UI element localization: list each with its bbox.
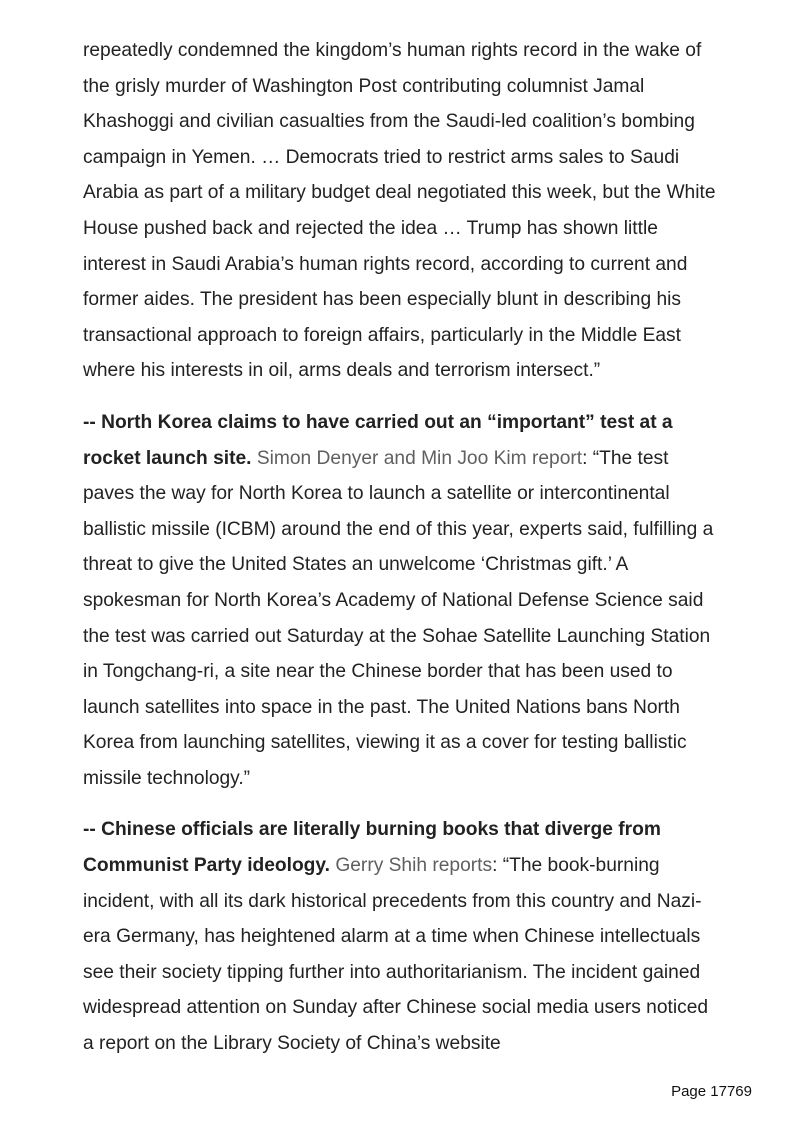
- paragraph-saudi-arabia: [83, 33, 723, 389]
- paragraph-china-book-burning: [83, 812, 723, 1061]
- paragraph-text: repeatedly condemned the kingdom’s human rights record in the wake of the grisly murder of Washington Post contributing columnist Jamal Khashoggi and civilian casualties from the Saudi-led coalition’s bombing campaign in Yemen. … Democrats tried to restrict arms sales to Saudi Arabia as part of a military budget deal negotiated this week, but the White House pushed back and rejected the idea … Trump has shown little interest in Saudi Arabia’s human rights record, according to current and former aides. The president has been especially blunt in describing his transactional approach to foreign affairs, particularly in the Middle East where his interests in oil, arms deals and terrorism intersect.”: [83, 40, 716, 382]
- page-number: Page 17769: [671, 1083, 752, 1100]
- paragraph-lead: -- North Korea claims to have carried out an “important” test at a rocket launch site.: [83, 411, 673, 469]
- source-link[interactable]: Gerry Shih reports: [335, 855, 493, 877]
- paragraph-text: : “The book-burning incident, with all its dark historical precedents from this country and Nazi-era Germany, has heightened alarm at a time when Chinese intellectuals see their society tipping further into authoritarianism. The incident gained widespread attention on Sunday after Chinese social media users noticed a report on the Library Society of China’s website: [83, 855, 709, 1055]
- paragraph-text: : “The test paves the way for North Korea to launch a satellite or intercontinental ballistic missile (ICBM) around the end of this year, experts said, fulfilling a threat to give the United States an unwelcome ‘Christmas gift.’ A spokesman for North Korea’s Academy of National Defense Science said the test was carried out Saturday at the Sohae Satellite Launching Station in Tongchang-ri, a site near the Chinese border that has been used to launch satellites into space in the past. The United Nations bans North Korea from launching satellites, viewing it as a cover for testing ballistic missile technology.”: [83, 447, 714, 789]
- paragraph-north-korea: [83, 405, 723, 797]
- paragraph-lead: -- Chinese officials are literally burning books that diverge from Communist Party ideology.: [83, 819, 661, 877]
- article-body: [83, 33, 723, 1085]
- source-link[interactable]: Simon Denyer and Min Joo Kim report: [256, 447, 583, 469]
